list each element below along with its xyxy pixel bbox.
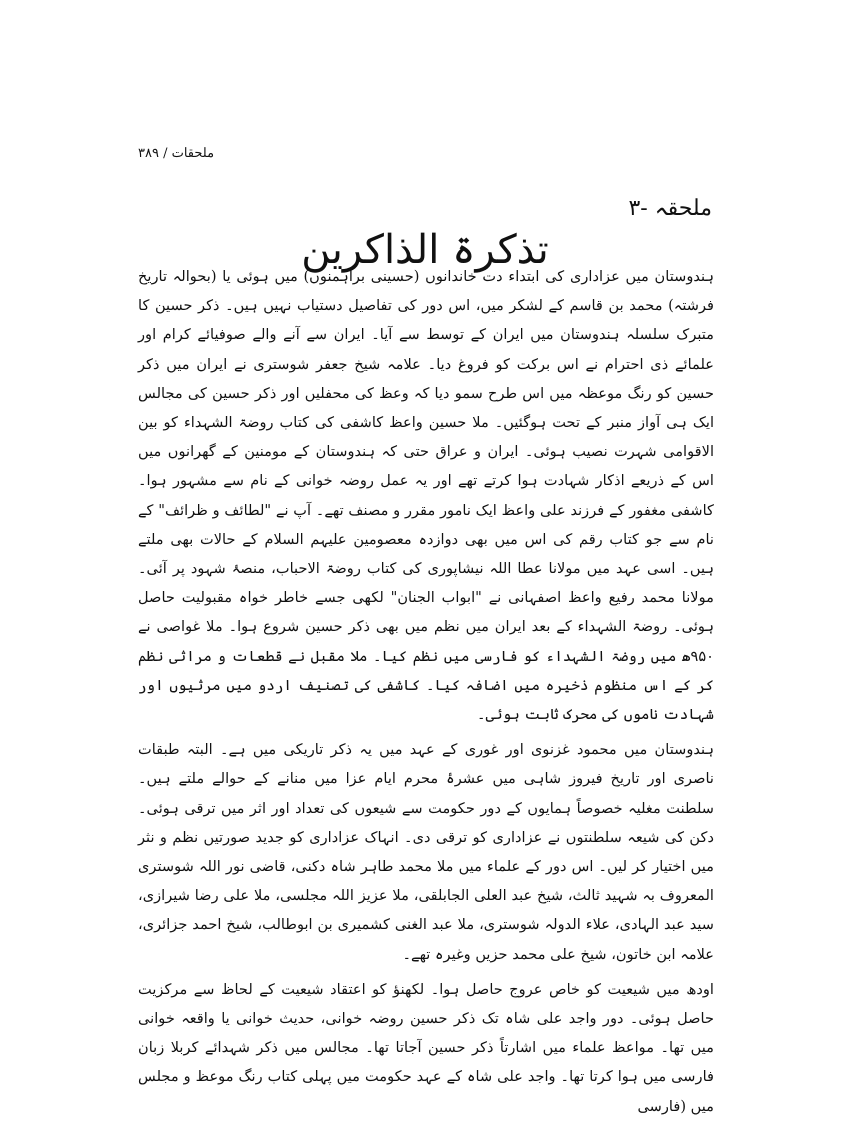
paragraph: ہندوستان میں محمود غزنوی اور غوری کے عہد میں یہ ذکر تاریکی میں ہے۔ البتہ طبقات ناصری اور تاریخ فیروز شاہی میں عشرۂ محرم ایام عزا میں منانے کے حوالے ملتے ہیں۔ سلطنت مغلیہ خصوصاً ہمایوں کے دور حکومت سے شیعوں کی تعداد اور اثر میں ترقی ہوئی۔ دکن کی شیعہ سلطنتوں نے عزاداری کو ترقی دی۔ انہاک عزاداری کو جدید صورتیں نظم و نثر میں اختیار کر لیں۔ اس دور کے علماء میں ملا محمد طاہر شاہ دکنی، قاضی نور اللہ شوستری المعروف بہ شہید ثالث، شیخ عبد العلی الجابلقی، ملا عزیز اللہ مجلسی، ملا علی رضا شیرازی، سید عبد الہادی، علاء الدولہ شوستری، ملا عبد الغنی کشمیری بن ابوطالب، شیخ احمد جزائری، علامہ ابن خاتون، شیخ علی محمد حزیں وغیرہ تھے۔ — [138, 741, 714, 963]
page-title: تذکرۃ الذاکرین — [301, 227, 549, 273]
running-header: ملحقات / ۳۸۹ — [138, 146, 215, 161]
paragraph: ہندوستان میں عزاداری کی ابتداء دت خاندانوں (حسینی براہمنوں) میں ہوئی یا (بحوالہ تاریخ فرشتہ) محمد بن قاسم کے لشکر میں، اس دور کی تفاصیل دستیاب نہیں ہیں۔ ذکر حسین کا متبرک سلسلہ ہندوستان میں ایران کے توسط سے آیا۔ ایران سے آنے والے صوفیائے کرام اور علمائے ذی احترام نے اس برکت کو فروغ دیا۔ علامہ شیخ جعفر شوستری نے ایران میں ذکر حسین کو رنگ موعظہ میں اس طرح سمو دیا کہ وعظ کی محفلیں اور ذکر حسین کی مجالس ایک ہی آواز منبر کے تحت ہوگئیں۔ ملا حسین واعظ کاشفی کی کتاب روضۃ الشہداء کو بین الاقوامی شہرت نصیب ہوئی۔ ایران و عراق حتی کہ ہندوستان کے مومنین کے گھرانوں میں اس کے ذریعے اذکار شہادت ہوا کرتے تھے اور یہ عمل روضہ خوانی کے نام سے مشہور ہوا۔ کاشفی مغفور کے فرزند علی واعظ ایک نامور مقرر و مصنف تھے۔ آپ نے "لطائف و ظرائف" کے نام سے جو کتاب رقم کی اس میں بھی دوازدہ معصومین علیہم السلام کے حالات بھی ملتے ہیں۔ اسی عہد میں مولانا عطا اللہ نیشاپوری کی کتاب روضۃ الاحباب، منصۂ شہود پر آئی۔ مولانا محمد رفیع واعظ اصفہانی نے "ابواب الجنان" لکھی جسے خاطر خواہ مقبولیت حاصل ہوئی۔ روضۃ الشہداء کے بعد ایران میں نظم میں بھی ذکر حسین شروع ہوا۔ ملا غواصی نے ۹۵۰ھ میں روضۃ الشہداء کو فارسی میں نظم کیا۔ ملا مقبل نے قطعات و مراثی نظم کر کے اس منظوم ذخیرہ میں اضافہ کیا۔ کاشفی کی تصنیف اردو میں مرثیوں اور شہادت ناموں کی محرک ثابت ہوئی۔ — [138, 268, 714, 724]
body-text — [138, 262, 714, 1121]
paragraph: اودھ میں شیعیت کو خاص عروج حاصل ہوا۔ لکھنؤ کو اعتقاد شیعیت کے لحاظ سے مرکزیت حاصل ہوئی۔ دور واجد علی شاہ تک ذکر حسین روضہ خوانی، حدیث خوانی یا واقعہ خوانی میں تھا۔ مواعظ علماء میں اشارتاً ذکر حسین آجاتا تھا۔ مجالس میں ذکر شہدائے کربلا زبان فارسی میں ہوا کرتا تھا۔ واجد علی شاہ کے عہد حکومت میں پہلی کتاب رنگ موعظ و مجلس میں (فارسی — [138, 980, 714, 1115]
annex-label: ملحقہ -۳ — [628, 196, 712, 221]
